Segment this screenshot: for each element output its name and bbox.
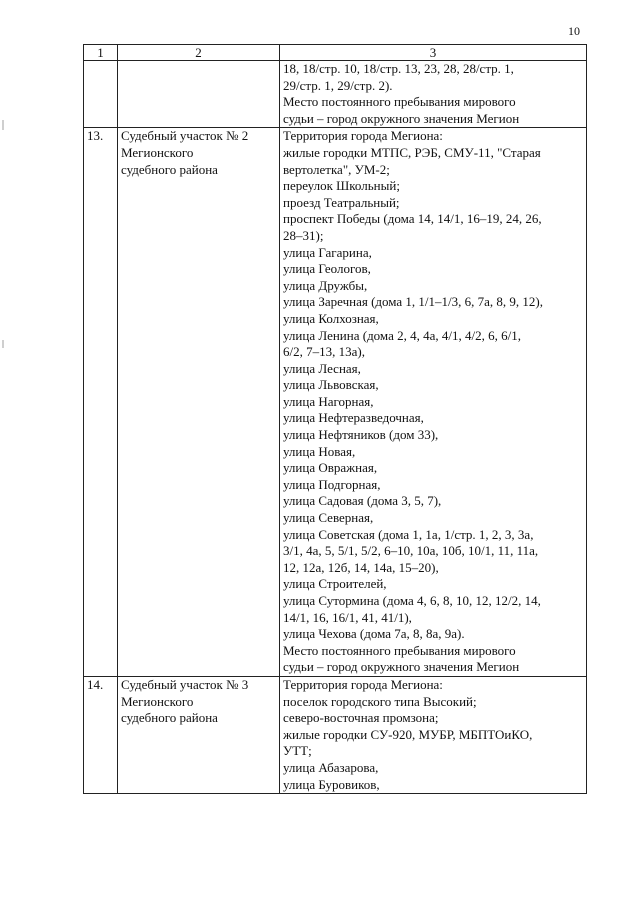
territory-cell bbox=[280, 676, 587, 793]
district-cell bbox=[118, 61, 280, 128]
territory-line: Место постоянного пребывания мирового bbox=[283, 642, 516, 658]
territory-line: судьи – город окружного значения Мегион bbox=[283, 659, 520, 675]
district-line: Судебный участок № 3 bbox=[121, 676, 249, 692]
territory-cell bbox=[280, 128, 587, 677]
row-number-label: 14. bbox=[87, 676, 104, 692]
district-cell bbox=[118, 676, 280, 793]
territory-line: 28–31); bbox=[283, 227, 324, 243]
territory-line: улица Гагарина, bbox=[283, 244, 372, 260]
territory-line: улица Нефтяников (дом 33), bbox=[283, 427, 439, 443]
column-header-2: 2 bbox=[118, 45, 280, 61]
page-number: 10 bbox=[568, 24, 580, 38]
territory-line: улица Северная, bbox=[283, 510, 374, 526]
territory-line: улица Львовская, bbox=[283, 377, 379, 393]
territory-line: улица Подгорная, bbox=[283, 476, 381, 492]
territory-line: 18, 18/стр. 10, 18/стр. 13, 23, 28, 28/стр. 1, bbox=[283, 61, 514, 76]
table-header-row bbox=[84, 45, 587, 61]
territory-line: улица Нагорная, bbox=[283, 393, 374, 409]
territory-line: улица Овражная, bbox=[283, 460, 378, 476]
row-number-label: 13. bbox=[87, 128, 104, 144]
district-line: Мегионского bbox=[121, 693, 194, 709]
territory-line: северо-восточная промзона; bbox=[283, 710, 439, 726]
territory-line: Территория города Мегиона: bbox=[283, 676, 443, 692]
territory-line: улица Колхозная, bbox=[283, 310, 379, 326]
column-header-3: 3 bbox=[280, 45, 587, 61]
territory-line: улица Геологов, bbox=[283, 261, 371, 277]
territory-line: 14/1, 16, 16/1, 41, 41/1), bbox=[283, 609, 412, 625]
territory-line: улица Садовая (дома 3, 5, 7), bbox=[283, 493, 442, 509]
territory-line: улица Нефтеразведочная, bbox=[283, 410, 424, 426]
territory-line: 12, 12а, 12б, 14, 14а, 15–20), bbox=[283, 559, 439, 575]
district-line: Мегионского bbox=[121, 144, 194, 160]
district-line: судебного района bbox=[121, 161, 218, 177]
territory-line: улица Новая, bbox=[283, 443, 356, 459]
territory-line: 29/стр. 1, 29/стр. 2). bbox=[283, 77, 393, 93]
scan-margin-mark bbox=[2, 340, 4, 348]
territory-line: улица Сутормина (дома 4, 6, 8, 10, 12, 12/2, 14, bbox=[283, 593, 541, 608]
territory-cell bbox=[280, 61, 587, 128]
territory-line: улица Дружбы, bbox=[283, 277, 368, 293]
territory-line: проезд Театральный; bbox=[283, 194, 400, 210]
row-number bbox=[84, 61, 118, 128]
territory-line: улица Лесная, bbox=[283, 360, 361, 376]
territory-line: переулок Школьный; bbox=[283, 178, 400, 194]
territory-line: вертолетка", УМ-2; bbox=[283, 161, 390, 177]
territory-line: жилые городки СУ-920, МУБР, МБПТОиКО, bbox=[283, 726, 533, 742]
column-header-1: 1 bbox=[84, 45, 118, 61]
district-line: Судебный участок № 2 bbox=[121, 128, 249, 144]
territory-line: 3/1, 4а, 5, 5/1, 5/2, 6–10, 10а, 10б, 10/1, 11, 11а, bbox=[283, 543, 539, 559]
territory-line: жилые городки МТПС, РЭБ, СМУ-11, "Старая bbox=[283, 144, 541, 160]
territory-line: улица Абазарова, bbox=[283, 759, 379, 775]
table-row bbox=[84, 61, 587, 128]
territory-line: улица Заречная (дома 1, 1/1–1/3, 6, 7а, 8, 9, 12), bbox=[283, 294, 543, 310]
territory-line: улица Чехова (дома 7а, 8, 8а, 9а). bbox=[283, 626, 465, 642]
district-cell bbox=[118, 128, 280, 677]
scan-margin-mark bbox=[2, 120, 4, 130]
territory-line: улица Буровиков, bbox=[283, 776, 380, 792]
district-line: судебного района bbox=[121, 710, 218, 726]
jurisdiction-table bbox=[83, 44, 587, 794]
territory-line: УТТ; bbox=[283, 743, 312, 759]
territory-line: 6/2, 7–13, 13а), bbox=[283, 344, 365, 360]
table-row bbox=[84, 128, 587, 677]
territory-line: Территория города Мегиона: bbox=[283, 128, 443, 144]
row-number bbox=[84, 128, 118, 677]
territory-line: Место постоянного пребывания мирового bbox=[283, 94, 516, 110]
territory-line: проспект Победы (дома 14, 14/1, 16–19, 24, 26, bbox=[283, 211, 542, 227]
territory-line: улица Строителей, bbox=[283, 576, 387, 592]
table-row bbox=[84, 676, 587, 793]
territory-line: улица Ленина (дома 2, 4, 4а, 4/1, 4/2, 6, 6/1, bbox=[283, 327, 521, 343]
territory-line: улица Советская (дома 1, 1а, 1/стр. 1, 2, 3, 3а, bbox=[283, 526, 534, 542]
territory-line: поселок городского типа Высокий; bbox=[283, 693, 477, 709]
row-number bbox=[84, 676, 118, 793]
territory-line: судьи – город окружного значения Мегион bbox=[283, 110, 520, 126]
